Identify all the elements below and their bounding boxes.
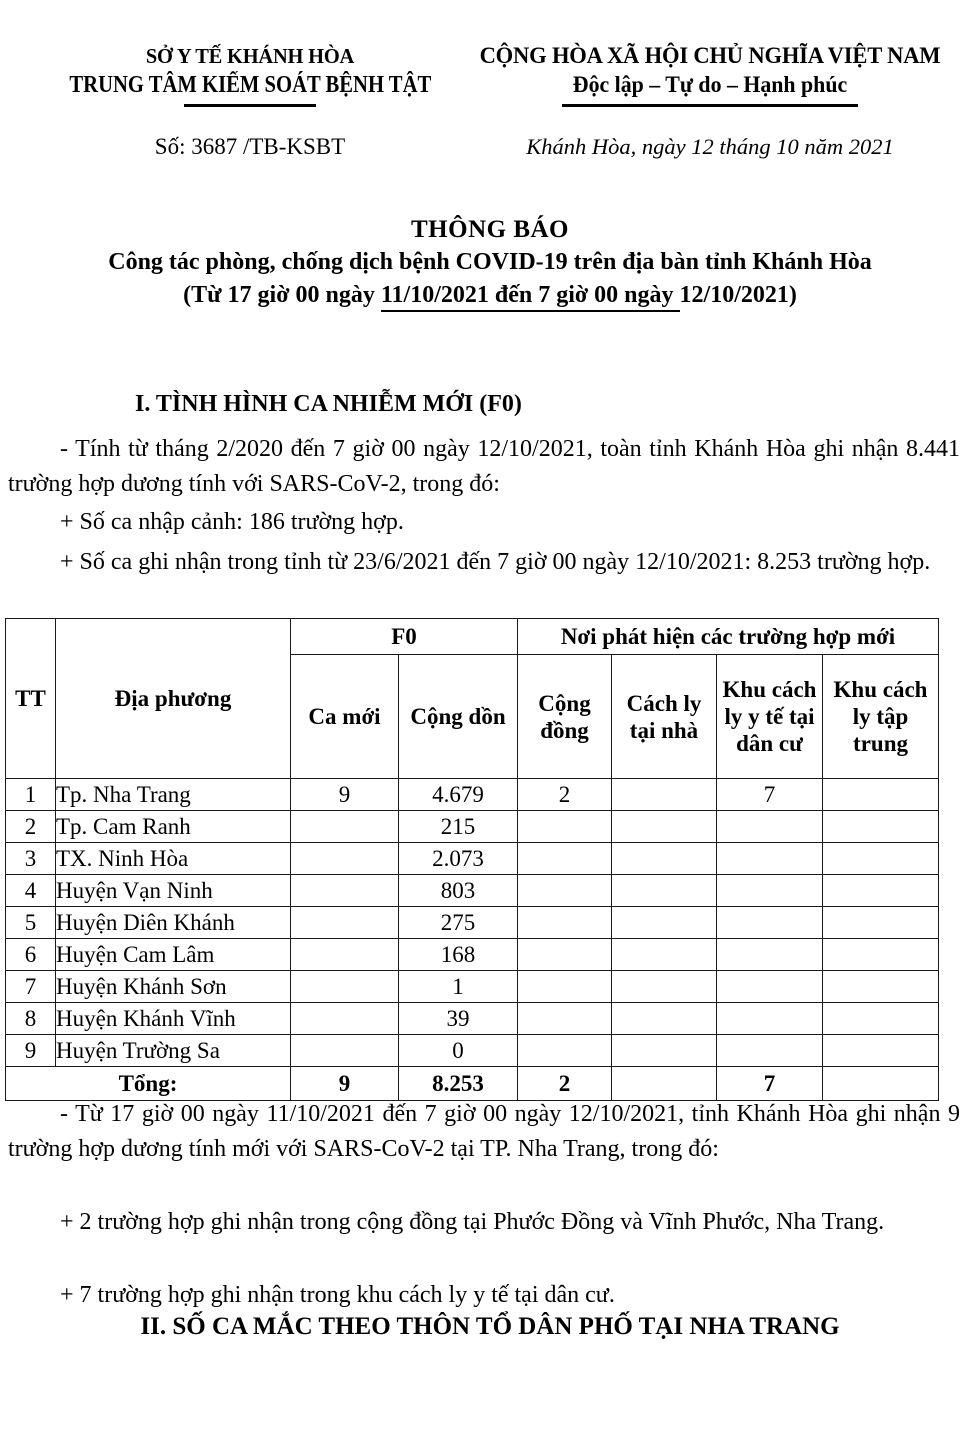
cell-new-cases	[291, 907, 399, 939]
department-name: SỞ Y TẾ KHÁNH HÒA	[145, 44, 355, 68]
cell-home-quarantine	[612, 875, 717, 907]
column-header-new-cases: Ca mới	[291, 655, 399, 779]
page-title: THÔNG BÁO	[411, 216, 569, 243]
cell-tt: 5	[6, 907, 56, 939]
cell-cumulative: 803	[399, 875, 518, 907]
table-row	[6, 779, 939, 811]
cell-cumulative: 275	[399, 907, 518, 939]
place-and-date: Khánh Hòa, ngày 12 tháng 10 năm 2021	[526, 134, 894, 159]
cell-medical-quarantine-residential	[717, 939, 823, 971]
table-row	[6, 843, 939, 875]
cell-locality: Huyện Khánh Sơn	[56, 971, 291, 1003]
subtitle-suffix: 12/10/2021)	[679, 282, 797, 308]
document-number: Số: 3687 /TB-KSBT	[154, 134, 346, 159]
paragraph-text: + Số ca ghi nhận trong tỉnh từ 23/6/2021 đến 7 giờ 00 ngày 12/10/2021: 8.253 trường hợp.	[60, 549, 931, 575]
cell-cumulative: 1	[399, 971, 518, 1003]
cell-home-quarantine	[612, 939, 717, 971]
cell-new-cases	[291, 1003, 399, 1035]
cell-locality: Huyện Khánh Vĩnh	[56, 1003, 291, 1035]
paragraph-text: - Tính từ tháng 2/2020 đến 7 giờ 00 ngày 12/10/2021, toàn tỉnh Khánh Hòa ghi nhận 8.441 trường hợp dương tính với SARS-CoV-2, trong đó:	[8, 436, 960, 497]
cell-home-quarantine	[612, 971, 717, 1003]
table-row	[6, 811, 939, 843]
cell-tt: 6	[6, 939, 56, 971]
table-header-group-row	[6, 619, 939, 655]
cell-community	[518, 1035, 612, 1067]
section-one-paragraph-1	[8, 432, 960, 502]
table-body	[6, 779, 939, 1101]
cell-new-cases	[291, 971, 399, 1003]
cell-tt: 1	[6, 779, 56, 811]
section-one-paragraph-3	[8, 545, 960, 580]
cell-home-quarantine	[612, 1035, 717, 1067]
cell-cumulative: 4.679	[399, 779, 518, 811]
section-one-heading: I. TÌNH HÌNH CA NHIỄM MỚI (F0)	[135, 391, 522, 417]
cell-cumulative: 39	[399, 1003, 518, 1035]
cell-medical-quarantine-residential	[717, 971, 823, 1003]
cell-home-quarantine	[612, 843, 717, 875]
cell-community	[518, 971, 612, 1003]
cell-locality: Huyện Diên Khánh	[56, 907, 291, 939]
cell-locality: Huyện Vạn Ninh	[56, 875, 291, 907]
cell-concentrated-quarantine	[823, 1003, 939, 1035]
cell-new-cases	[291, 1035, 399, 1067]
cell-tt: 8	[6, 1003, 56, 1035]
column-header-concentrated-quarantine: Khu cách ly tập trung	[823, 655, 939, 779]
motto-underline	[562, 104, 858, 107]
cell-medical-quarantine-residential	[717, 1035, 823, 1067]
cell-home-quarantine	[612, 907, 717, 939]
center-name: TRUNG TÂM KIỂM SOÁT BỆNH TẬT	[69, 72, 432, 98]
table-row	[6, 875, 939, 907]
column-header-community: Cộng đồng	[518, 655, 612, 779]
column-header-medical-quarantine-residential: Khu cách ly y tế tại dân cư	[717, 655, 823, 779]
cell-concentrated-quarantine	[823, 779, 939, 811]
paragraph-text: - Từ 17 giờ 00 ngày 11/10/2021 đến 7 giờ 00 ngày 12/10/2021, tỉnh Khánh Hòa ghi nhận 9 trường hợp dương tính mới với SARS-CoV-2 tại TP. Nha Trang, trong đó:	[8, 1101, 960, 1162]
total-cell-home-quarantine	[612, 1067, 717, 1101]
cell-community	[518, 907, 612, 939]
total-cell-new-cases: 9	[291, 1067, 399, 1101]
cell-locality: Huyện Cam Lâm	[56, 939, 291, 971]
cell-concentrated-quarantine	[823, 971, 939, 1003]
cell-new-cases	[291, 811, 399, 843]
cell-tt: 4	[6, 875, 56, 907]
cell-concentrated-quarantine	[823, 939, 939, 971]
section-two-heading: II. SỐ CA MẮC THEO THÔN TỔ DÂN PHỐ TẠI NHA TRANG	[140, 1313, 840, 1340]
paragraph-text: + Số ca nhập cảnh: 186 trường hợp.	[60, 509, 404, 535]
cell-community	[518, 811, 612, 843]
cell-medical-quarantine-residential	[717, 907, 823, 939]
table-row	[6, 971, 939, 1003]
document-title-block	[0, 214, 980, 312]
cell-medical-quarantine-residential	[717, 875, 823, 907]
table-row	[6, 1035, 939, 1067]
section-one-paragraph-4	[8, 1097, 960, 1167]
cell-concentrated-quarantine	[823, 1035, 939, 1067]
column-group-header-f0: F0	[291, 619, 518, 655]
cell-tt: 9	[6, 1035, 56, 1067]
authority-underline	[184, 104, 316, 107]
column-header-tt: TT	[6, 619, 56, 779]
cell-medical-quarantine-residential	[717, 843, 823, 875]
table-row	[6, 1003, 939, 1035]
cell-total-label: Tổng:	[6, 1067, 291, 1101]
cell-concentrated-quarantine	[823, 875, 939, 907]
cell-locality: Tp. Cam Ranh	[56, 811, 291, 843]
table-row	[6, 907, 939, 939]
covid-cases-table	[5, 618, 939, 1101]
table-row	[6, 939, 939, 971]
title-subtitle-line1: Công tác phòng, chống dịch bệnh COVID-19 trên địa bàn tỉnh Khánh Hòa	[108, 249, 872, 275]
cell-community: 2	[518, 779, 612, 811]
national-heading-block	[460, 42, 960, 107]
column-header-cumulative: Cộng dồn	[399, 655, 518, 779]
table-head	[6, 619, 939, 779]
cell-cumulative: 0	[399, 1035, 518, 1067]
section-one-paragraph-5	[8, 1205, 960, 1240]
column-group-header-detection-place: Nơi phát hiện các trường hợp mới	[518, 619, 939, 655]
section-one-paragraph-2	[8, 505, 960, 540]
cell-tt: 3	[6, 843, 56, 875]
cell-community	[518, 843, 612, 875]
cell-home-quarantine	[612, 779, 717, 811]
cell-tt: 2	[6, 811, 56, 843]
total-cell-community: 2	[518, 1067, 612, 1101]
cell-new-cases	[291, 843, 399, 875]
cell-medical-quarantine-residential	[717, 1003, 823, 1035]
cell-new-cases	[291, 939, 399, 971]
issuing-authority-block	[40, 42, 460, 107]
column-header-locality: Địa phương	[56, 619, 291, 779]
total-cell-concentrated-quarantine	[823, 1067, 939, 1101]
total-cell-cumulative: 8.253	[399, 1067, 518, 1101]
cell-cumulative: 168	[399, 939, 518, 971]
cell-community	[518, 1003, 612, 1035]
paragraph-text: + 2 trường hợp ghi nhận trong cộng đồng tại Phước Đồng và Vĩnh Phước, Nha Trang.	[60, 1209, 885, 1235]
cell-home-quarantine	[612, 811, 717, 843]
cell-medical-quarantine-residential	[717, 811, 823, 843]
cell-tt: 7	[6, 971, 56, 1003]
table-total-row	[6, 1067, 939, 1101]
subtitle-prefix: (Từ 17 giờ 00 ngày	[183, 282, 381, 308]
cell-community	[518, 875, 612, 907]
cell-concentrated-quarantine	[823, 843, 939, 875]
country-name: CỘNG HÒA XÃ HỘI CHỦ NGHĨA VIỆT NAM	[479, 43, 941, 69]
cell-new-cases	[291, 875, 399, 907]
paragraph-text: + 7 trường hợp ghi nhận trong khu cách ly y tế tại dân cư.	[60, 1282, 615, 1308]
cell-concentrated-quarantine	[823, 907, 939, 939]
cell-community	[518, 939, 612, 971]
section-one-paragraph-6	[8, 1278, 960, 1313]
cell-cumulative: 215	[399, 811, 518, 843]
title-subtitle-line2	[0, 279, 980, 312]
column-header-home-quarantine: Cách ly tại nhà	[612, 655, 717, 779]
cell-locality: Tp. Nha Trang	[56, 779, 291, 811]
document-masthead	[0, 42, 980, 172]
cell-new-cases: 9	[291, 779, 399, 811]
cell-medical-quarantine-residential: 7	[717, 779, 823, 811]
subtitle-underlined-range: 11/10/2021 đến 7 giờ 00 ngày	[381, 282, 680, 312]
cell-concentrated-quarantine	[823, 811, 939, 843]
cell-home-quarantine	[612, 1003, 717, 1035]
cell-cumulative: 2.073	[399, 843, 518, 875]
national-motto: Độc lập – Tự do – Hạnh phúc	[572, 72, 848, 97]
total-cell-medical-quarantine-residential: 7	[717, 1067, 823, 1101]
cell-locality: TX. Ninh Hòa	[56, 843, 291, 875]
cell-locality: Huyện Trường Sa	[56, 1035, 291, 1067]
